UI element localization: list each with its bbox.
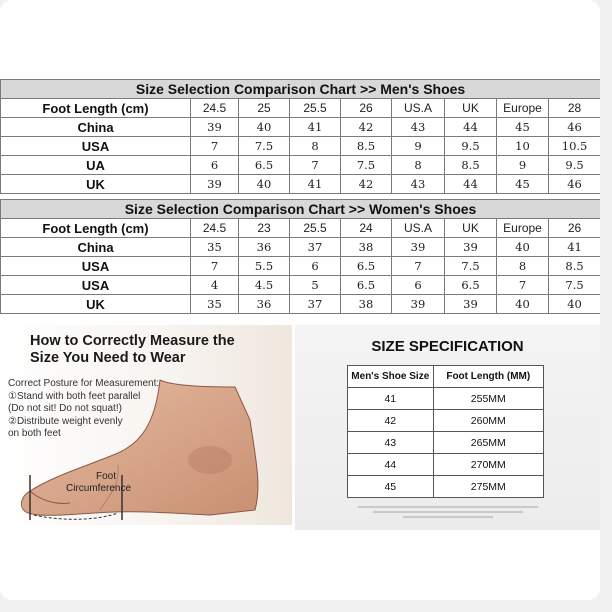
measure-guide-panel (0, 325, 292, 525)
table-cell: 38 (341, 295, 392, 314)
table-cell: 45 (497, 175, 549, 194)
mens-header-cell: 24.5 (191, 99, 239, 118)
mens-header-cell: 25.5 (290, 99, 341, 118)
table-cell: 6.5 (239, 156, 290, 175)
table-row (1, 118, 601, 137)
table-cell: 7.5 (239, 137, 290, 156)
measure-title: How to Correctly Measure the Size You Need to Wear (30, 333, 235, 366)
table-cell: 265MM (433, 432, 543, 454)
table-cell: 6.5 (445, 276, 497, 295)
table-cell: 43 (392, 118, 445, 137)
size-spec-panel (295, 325, 600, 530)
mens-header-cell: 26 (341, 99, 392, 118)
spec-table (347, 365, 544, 498)
table-cell: 7.5 (445, 257, 497, 276)
table-cell: 5 (290, 276, 341, 295)
measure-instructions (8, 378, 168, 441)
table-cell: 37 (290, 295, 341, 314)
mens-header-cell: 25 (239, 99, 290, 118)
table-row (1, 175, 601, 194)
table-cell: 42 (341, 175, 392, 194)
table-cell: 6 (290, 257, 341, 276)
table-cell: 9.5 (549, 156, 601, 175)
table-cell: 46 (549, 118, 601, 137)
instruction-line: (Do not sit! Do not squat!) (8, 403, 122, 414)
spec-title: SIZE SPECIFICATION (371, 338, 524, 355)
table-row (348, 476, 544, 498)
table-cell: 9 (497, 156, 549, 175)
table-cell: 4 (191, 276, 239, 295)
table-cell: 43 (392, 175, 445, 194)
table-row (1, 257, 601, 276)
table-cell: 40 (549, 295, 601, 314)
table-cell: 8 (290, 137, 341, 156)
table-cell: 270MM (433, 454, 543, 476)
mens-header-cell: 28 (549, 99, 601, 118)
mens-size-table (0, 79, 600, 194)
instruction-line: ①Stand with both feet parallel (8, 390, 141, 402)
table-row (348, 388, 544, 410)
row-label: USA (1, 137, 191, 156)
mens-header-cell: Europe (497, 99, 549, 118)
table-row (348, 410, 544, 432)
table-cell: 41 (290, 175, 341, 194)
row-label: USA (1, 257, 191, 276)
table-cell: 6 (392, 276, 445, 295)
table-cell: 8 (392, 156, 445, 175)
table-cell: 7 (290, 156, 341, 175)
womens-size-table (0, 199, 600, 314)
table-cell: 36 (239, 295, 290, 314)
row-label: UA (1, 156, 191, 175)
womens-header-cell: 24 (341, 219, 392, 238)
table-cell: 7 (191, 137, 239, 156)
mens-table-title: Size Selection Comparison Chart >> Men's Shoes (1, 80, 601, 99)
table-cell: 6 (191, 156, 239, 175)
table-cell: 8.5 (445, 156, 497, 175)
table-cell: 4.5 (239, 276, 290, 295)
table-row (1, 276, 601, 295)
table-cell: 44 (348, 454, 434, 476)
womens-header-label: Foot Length (cm) (1, 219, 191, 238)
row-label: China (1, 238, 191, 257)
table-cell: 40 (239, 175, 290, 194)
table-cell: 7 (497, 276, 549, 295)
table-cell: 6.5 (341, 276, 392, 295)
mens-header-label: Foot Length (cm) (1, 99, 191, 118)
row-label: China (1, 118, 191, 137)
table-cell: 6.5 (341, 257, 392, 276)
table-cell: 39 (445, 238, 497, 257)
womens-header-cell: Europe (497, 219, 549, 238)
circumference-label: Circumference (66, 483, 132, 494)
spec-header-cell: Foot Length (MM) (433, 366, 543, 388)
table-cell: 45 (497, 118, 549, 137)
row-label: UK (1, 295, 191, 314)
womens-header-cell: US.A (392, 219, 445, 238)
fine-print (355, 503, 540, 521)
table-row (348, 432, 544, 454)
table-cell: 37 (290, 238, 341, 257)
table-cell: 43 (348, 432, 434, 454)
womens-header-cell: 26 (549, 219, 601, 238)
instruction-line: on both feet (8, 428, 61, 439)
table-cell: 39 (191, 118, 239, 137)
table-cell: 7 (392, 257, 445, 276)
row-label: UK (1, 175, 191, 194)
instruction-line: ②Distribute weight evenly (8, 415, 123, 427)
table-cell: 45 (348, 476, 434, 498)
spec-header-cell: Men's Shoe Size (348, 366, 434, 388)
table-cell: 44 (445, 175, 497, 194)
table-cell: 46 (549, 175, 601, 194)
table-cell: 7.5 (341, 156, 392, 175)
table-row (1, 137, 601, 156)
mens-header-cell: UK (445, 99, 497, 118)
table-cell: 38 (341, 238, 392, 257)
womens-header-cell: 23 (239, 219, 290, 238)
instruction-line: Correct Posture for Measurement: (8, 378, 160, 389)
table-cell: 41 (290, 118, 341, 137)
table-cell: 10.5 (549, 137, 601, 156)
table-cell: 39 (392, 295, 445, 314)
table-cell: 9.5 (445, 137, 497, 156)
table-cell: 260MM (433, 410, 543, 432)
table-cell: 8 (497, 257, 549, 276)
table-cell: 41 (549, 238, 601, 257)
table-cell: 35 (191, 295, 239, 314)
table-cell: 39 (392, 238, 445, 257)
table-cell: 42 (348, 410, 434, 432)
table-cell: 39 (191, 175, 239, 194)
foot-label: Foot (96, 471, 117, 482)
table-cell: 8.5 (341, 137, 392, 156)
table-cell: 40 (497, 238, 549, 257)
womens-table-title: Size Selection Comparison Chart >> Women's Shoes (1, 200, 601, 219)
table-cell: 10 (497, 137, 549, 156)
table-cell: 39 (445, 295, 497, 314)
womens-header-cell: 24.5 (191, 219, 239, 238)
table-cell: 8.5 (549, 257, 601, 276)
table-cell: 41 (348, 388, 434, 410)
table-cell: 40 (497, 295, 549, 314)
table-cell: 7 (191, 257, 239, 276)
table-cell: 9 (392, 137, 445, 156)
table-cell: 7.5 (549, 276, 601, 295)
table-row (348, 454, 544, 476)
mens-header-cell: US.A (392, 99, 445, 118)
table-cell: 44 (445, 118, 497, 137)
table-row (1, 295, 601, 314)
table-cell: 255MM (433, 388, 543, 410)
table-cell: 275MM (433, 476, 543, 498)
table-cell: 42 (341, 118, 392, 137)
row-label: USA (1, 276, 191, 295)
table-row (1, 156, 601, 175)
table-cell: 5.5 (239, 257, 290, 276)
table-cell: 35 (191, 238, 239, 257)
table-row (1, 238, 601, 257)
table-cell: 40 (239, 118, 290, 137)
womens-header-cell: UK (445, 219, 497, 238)
table-cell: 36 (239, 238, 290, 257)
womens-header-cell: 25.5 (290, 219, 341, 238)
